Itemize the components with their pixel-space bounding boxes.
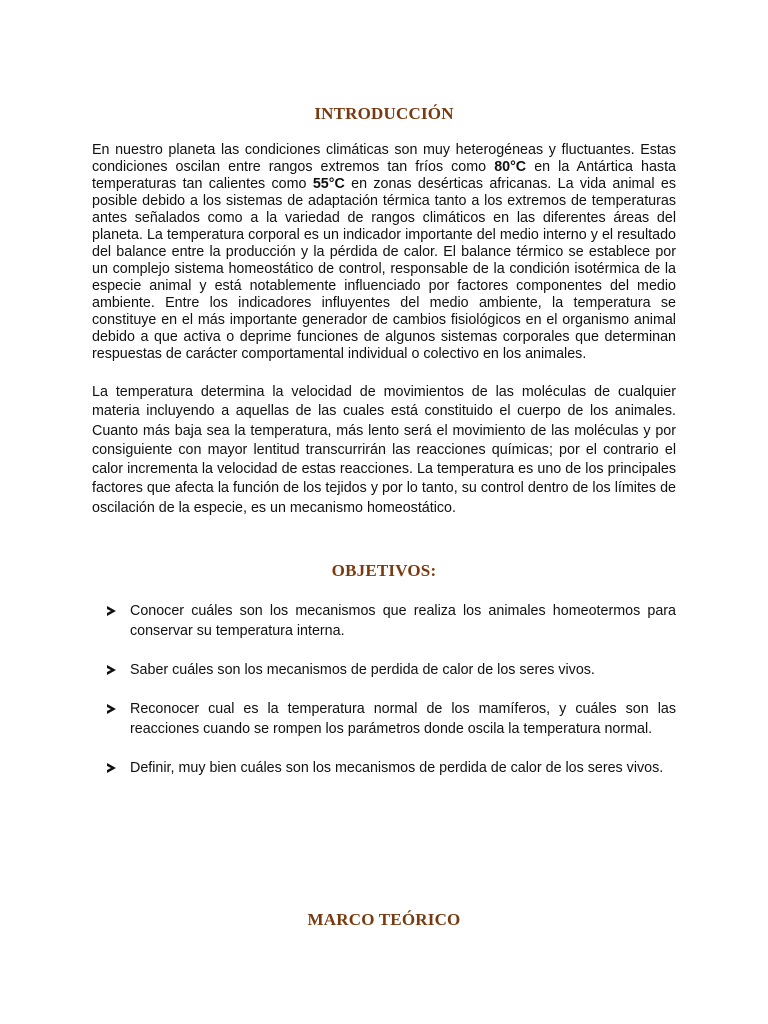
objective-item: [92, 660, 676, 680]
arrow-bullet-icon: [107, 665, 116, 675]
hot-temperature-value: 55°C: [312, 176, 345, 192]
objectives-heading: OBJETIVOS:: [331, 561, 437, 580]
objective-text: Definir, muy bien cuáles son los mecanismos de perdida de calor de los seres vivos.: [130, 760, 664, 776]
arrow-bullet-icon: [107, 606, 116, 616]
objective-text: Reconocer cual es la temperatura normal de los mamíferos, y cuáles son las reacciones cuando se rompen los parámetros donde oscila la temperatura normal.: [130, 701, 676, 737]
intro-text-part-3: en zonas desérticas africanas. La vida animal es posible debido a los sistemas de adaptación térmica tanto a los extremos de temperaturas antes señalados como a la variedad de rangos climáticos en las diferentes áreas del planeta. La temperatura corporal es un indicador importante del medio interno y el resultado del balance entre la producción y la pérdida de calor. El balance térmico se establece por un complejo sistema homeostático de control, responsable de la condición isotérmica de la especie animal y está notablemente influenciado por factores componentes del medio ambiente. Entre los indicadores influyentes del medio ambiente, la temperatura se constituye en el más importante generador de cambios fisiológicos en el organismo animal debido a que activa o deprime funciones de algunos sistemas corporales que determinan respuestas de carácter comportamental individual o colectivo en los animales.: [92, 176, 676, 362]
objectives-list: [92, 601, 676, 778]
intro-text-part-1: En nuestro planeta las condiciones climáticas son muy heterogéneas y fluctuantes. Estas condiciones oscilan entre rangos extremos tan fríos como: [92, 142, 676, 175]
arrow-bullet-icon: [107, 763, 116, 773]
theoretical-framework-heading: MARCO TEÓRICO: [307, 910, 461, 929]
introduction-paragraph-2: La temperatura determina la velocidad de movimientos de las moléculas de cualquier materia incluyendo a aquellas de las cuales está constituido el cuerpo de los animales. Cuanto más baja sea la temperatura, más lento será el movimiento de las moléculas y por consiguiente con mayor lentitud transcurrirán las reacciones químicas; por el contrario el calor incrementa la velocidad de estas reacciones. La temperatura es uno de los principales factores que afecta la función de los tejidos y por lo tanto, su control dentro de los límites de oscilación de la especie, es un mecanismo homeostático.: [92, 384, 676, 516]
objective-item: [92, 699, 676, 739]
arrow-bullet-icon: [107, 704, 116, 714]
objective-text: Saber cuáles son los mecanismos de perdida de calor de los seres vivos.: [130, 662, 595, 678]
objective-item: [92, 601, 676, 641]
cold-temperature-value: 80°C: [494, 159, 527, 175]
objective-text: Conocer cuáles son los mecanismos que realiza los animales homeotermos para conservar su temperatura interna.: [130, 603, 676, 639]
objective-item: [92, 758, 676, 778]
introduction-heading: INTRODUCCIÓN: [314, 104, 454, 123]
intro-text-part-2: en la Antártica hasta temperaturas tan calientes como: [92, 159, 676, 192]
introduction-paragraph-1: [92, 142, 676, 363]
